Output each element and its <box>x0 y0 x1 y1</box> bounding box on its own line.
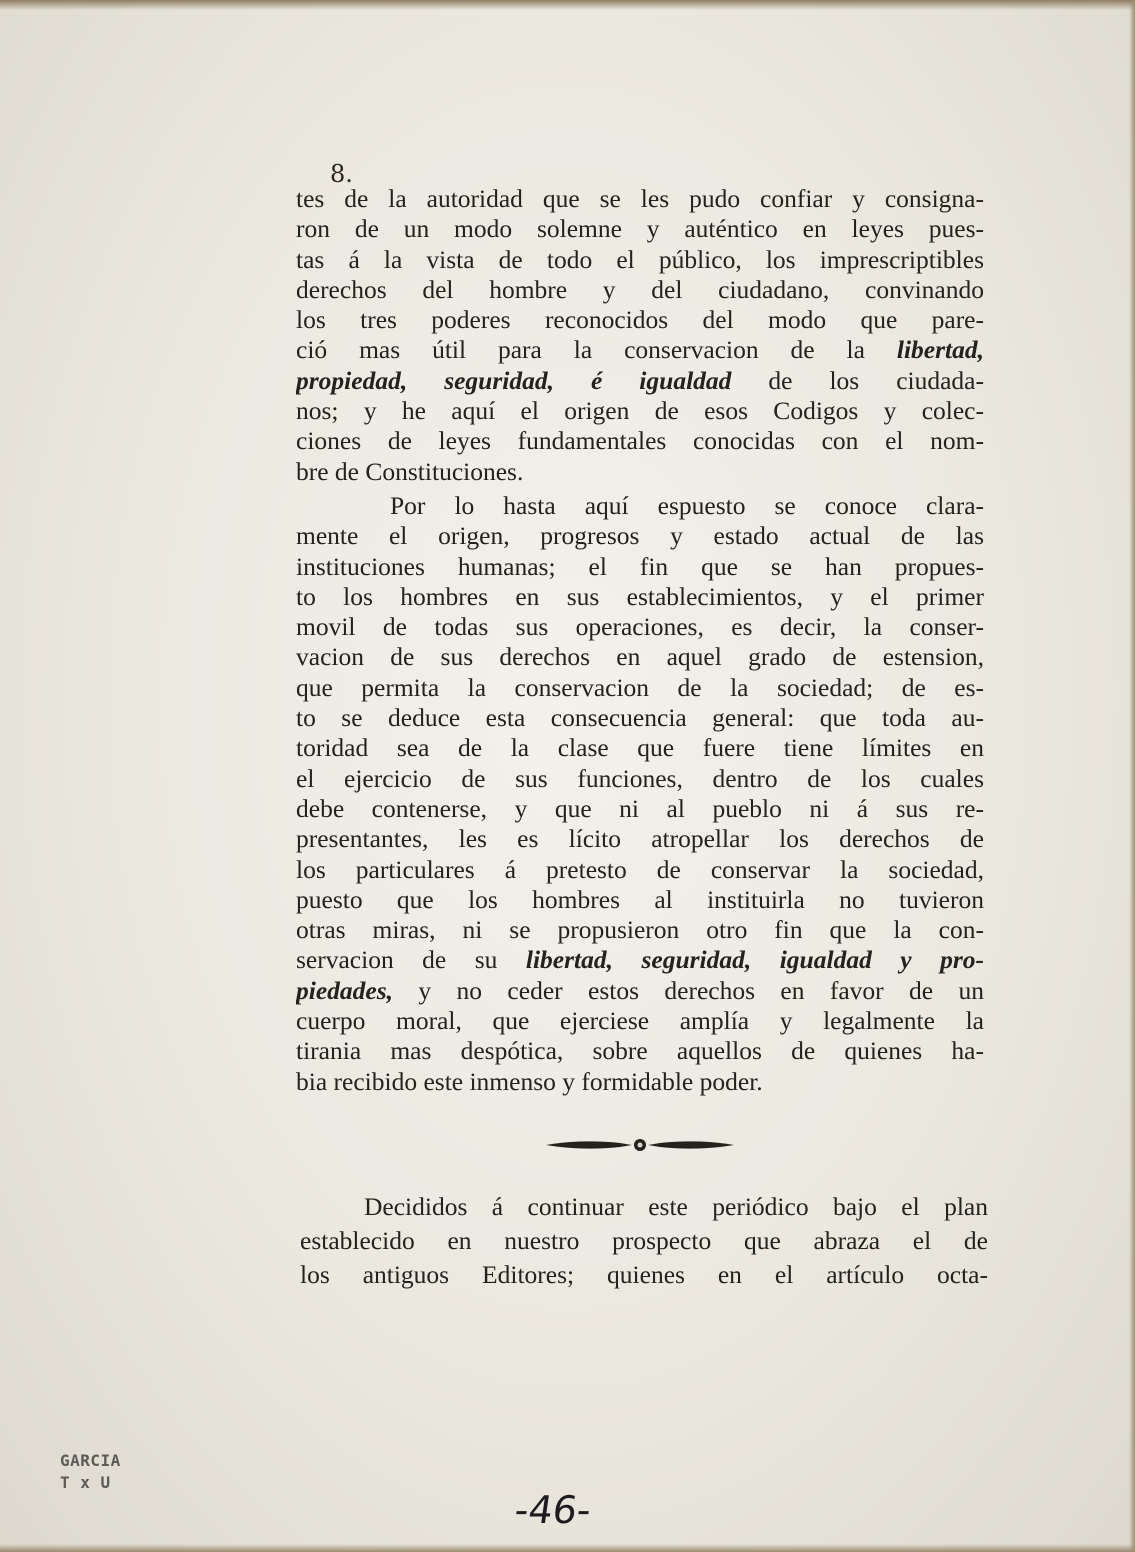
text-line: mente el origen, progresos y estado actual de las <box>296 521 984 551</box>
text-line <box>296 366 984 396</box>
text-line: instituciones humanas; el fin que se han propues- <box>296 551 984 581</box>
text-line: los antiguos Editores; quienes en el artículo octa- <box>300 1260 988 1289</box>
italic-term: piedades, <box>296 975 394 1005</box>
page-edge-top <box>0 0 1135 10</box>
text-line: bia recibido este inmenso y formidable poder. <box>296 1066 763 1096</box>
body-text <box>296 184 984 1097</box>
closing-paragraph <box>300 1190 988 1292</box>
text-line <box>296 976 984 1006</box>
text-line: vacion de sus derechos en aquel grado de estension, <box>296 642 984 672</box>
text-segment: y no ceder estos derechos en favor de un <box>393 975 984 1005</box>
text-line <box>296 945 984 975</box>
page-number: 8. <box>330 160 353 188</box>
text-line: to los hombres en sus establecimientos, y el primer <box>296 581 984 611</box>
text-line: establecido en nuestro prospecto que abraza el de <box>300 1226 988 1255</box>
text-segment: de los ciudada- <box>731 365 984 395</box>
text-line: tes de la autoridad que se les pudo confiar y consigna- <box>296 184 984 213</box>
text-line: Por lo hasta aquí espuesto se conoce clara- <box>390 490 984 520</box>
text-line: ciones de leyes fundamentales conocidas con el nom- <box>296 426 984 456</box>
text-line: el ejercicio de sus funciones, dentro de los cuales <box>296 763 984 793</box>
text-line: ron de un modo solemne y auténtico en leyes pues- <box>296 214 984 244</box>
text-line: los tres poderes reconocidos del modo que pare- <box>296 305 984 335</box>
text-line: cuerpo moral, que ejerciese amplía y legalmente la <box>296 1006 984 1036</box>
stamp-line: GARCIA <box>60 1451 121 1470</box>
text-segment: servacion de su <box>296 945 526 975</box>
stamp-line: T x U <box>60 1473 111 1492</box>
text-segment: ció mas útil para la conservacion de la <box>296 335 897 365</box>
text-line: que permita la conservacion de la sociedad; de es- <box>296 672 984 702</box>
text-line: Decididos á continuar este periódico bajo el plan <box>364 1192 988 1221</box>
italic-term: libertad, <box>896 335 984 365</box>
text-line: presentantes, les es lícito atropellar los derechos de <box>296 824 984 854</box>
handwritten-page-number: -46- <box>511 1488 594 1532</box>
text-line: tirania mas despótica, sobre aquellos de quienes ha- <box>296 1036 984 1066</box>
text-line: debe contenerse, y que ni al pueblo ni á sus re- <box>296 793 984 823</box>
text-line: toridad sea de la clase que fuere tiene límites en <box>296 733 984 763</box>
text-line: otras miras, ni se propusieron otro fin que la con- <box>296 915 984 945</box>
text-line: nos; y he aquí el origen de esos Codigos y colec- <box>296 396 984 426</box>
text-line: tas á la vista de todo el público, los imprescriptibles <box>296 244 984 274</box>
text-line: puesto que los hombres al instituirla no tuvieron <box>296 884 984 914</box>
decorative-divider-icon <box>540 1133 740 1157</box>
library-stamp <box>60 1450 121 1494</box>
text-line: to se deduce esta consecuencia general: que toda au- <box>296 703 984 733</box>
text-line: bre de Constituciones. <box>296 456 524 486</box>
text-line: movil de todas sus operaciones, es decir, la conser- <box>296 612 984 642</box>
text-line: los particulares á pretesto de conservar la sociedad, <box>296 854 984 884</box>
italic-term: propiedad, seguridad, é igualdad <box>296 365 732 395</box>
italic-term: libertad, seguridad, igualdad y pro- <box>525 945 984 975</box>
text-line: derechos del hombre y del ciudadano, convinando <box>296 274 984 304</box>
page-edge-bottom <box>0 1544 1135 1552</box>
text-line <box>296 335 984 365</box>
page-edge-right <box>1129 0 1135 1552</box>
